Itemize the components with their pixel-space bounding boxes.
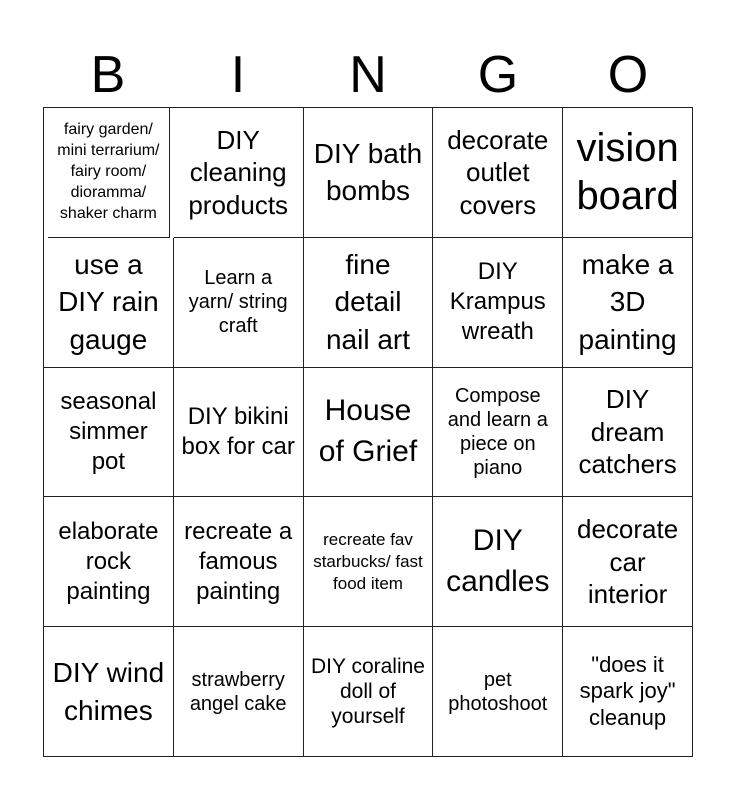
header-letter-i: I (230, 46, 246, 104)
bingo-cell[interactable]: Learn a yarn/ string craft (174, 238, 304, 368)
bingo-cell[interactable]: make a 3D painting (563, 238, 693, 368)
header-letter-b: B (90, 46, 126, 104)
bingo-board (43, 107, 693, 757)
header-letter-g: G (477, 46, 519, 104)
bingo-cell[interactable]: recreate a famous painting (174, 497, 304, 627)
bingo-cell[interactable]: DIY bikini box for car (174, 368, 304, 498)
bingo-cell[interactable]: "does it spark joy" cleanup (563, 627, 693, 757)
bingo-cell[interactable]: DIY bath bombs (304, 108, 434, 238)
bingo-cell[interactable]: DIY cleaning products (174, 108, 304, 238)
bingo-cell[interactable]: pet photoshoot (433, 627, 563, 757)
bingo-cell[interactable]: DIY coraline doll of yourself (304, 627, 434, 757)
bingo-cell[interactable]: DIY Krampus wreath (433, 238, 563, 368)
bingo-cell[interactable]: DIY candles (433, 497, 563, 627)
bingo-cell[interactable]: decorate car interior (563, 497, 693, 627)
bingo-header (43, 44, 693, 106)
bingo-cell[interactable]: DIY dream catchers (563, 368, 693, 498)
bingo-cell[interactable]: recreate fav starbucks/ fast food item (304, 497, 434, 627)
header-letter-o: O (607, 46, 649, 104)
bingo-cell[interactable]: fairy garden/ mini terrarium/ fairy room/ dioramma/ shaker charm (48, 108, 170, 238)
bingo-cell[interactable]: strawberry angel cake (174, 627, 304, 757)
bingo-cell[interactable]: DIY wind chimes (44, 627, 174, 757)
header-letter-n: N (349, 46, 387, 104)
bingo-cell[interactable]: vision board (563, 108, 693, 238)
bingo-cell[interactable]: elaborate rock painting (44, 497, 174, 627)
bingo-cell[interactable]: fine detail nail art (304, 238, 434, 368)
bingo-cell[interactable]: Compose and learn a piece on piano (433, 368, 563, 498)
bingo-cell[interactable]: use a DIY rain gauge (44, 238, 174, 368)
bingo-cell[interactable]: seasonal simmer pot (44, 368, 174, 498)
bingo-cell[interactable]: House of Grief (304, 368, 434, 498)
bingo-cell[interactable]: decorate outlet covers (433, 108, 563, 238)
